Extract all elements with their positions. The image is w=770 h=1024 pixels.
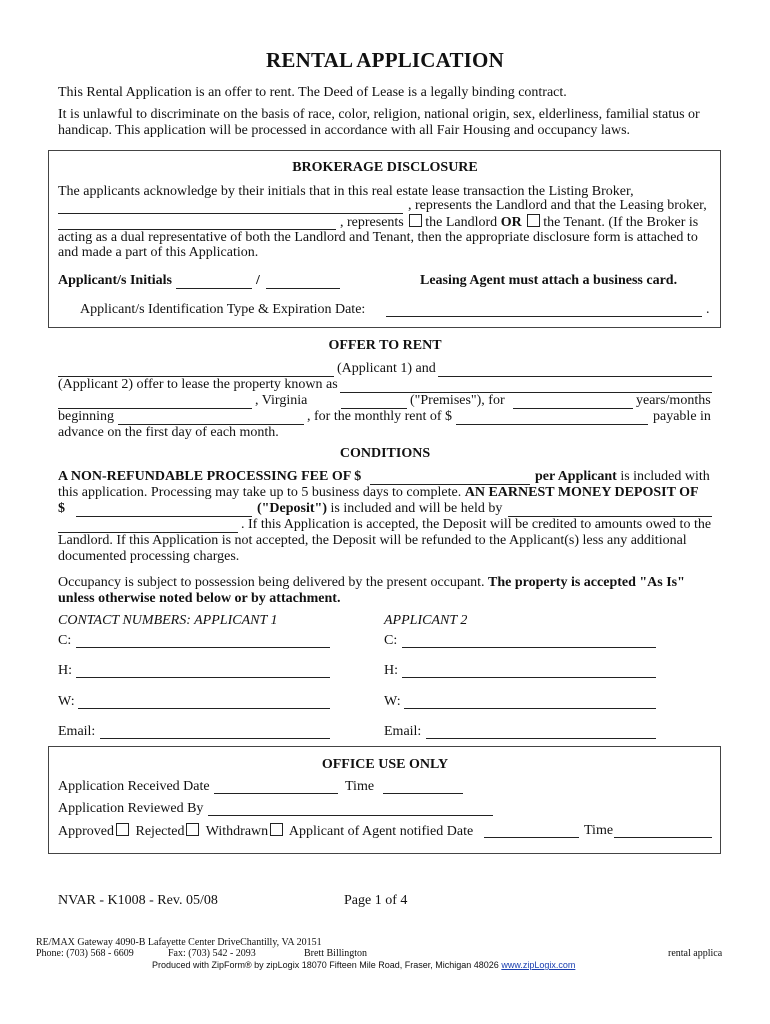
company-fax: Fax: (703) 542 - 2093: [168, 948, 256, 959]
applicant-1-cell-field[interactable]: [76, 647, 330, 648]
conditions-line-6: documented processing charges.: [58, 549, 240, 564]
company-phone: Phone: (703) 568 - 6609: [36, 948, 134, 959]
tenant-checkbox[interactable]: [527, 214, 540, 227]
applicant-2-email-label: Email:: [384, 724, 422, 739]
occupancy-text: Occupancy is subject to possession being delivered by the present occupant.: [58, 575, 485, 590]
conditions-heading: CONDITIONS: [339, 446, 431, 461]
received-time-label: Time: [345, 779, 375, 794]
ziplogix-link[interactable]: www.zipLogix.com: [501, 960, 576, 970]
applicant-1-work-label: W:: [58, 694, 75, 709]
contact-applicant-1-heading: CONTACT NUMBERS: APPLICANT 1: [58, 613, 278, 628]
notified-time-label: Time: [584, 823, 614, 838]
produced-with-line: [152, 959, 575, 971]
processing-time-text: this application. Processing may take up to 5 business days to complete.: [58, 485, 462, 500]
occupancy-line: [58, 575, 685, 591]
brokerage-line-1: The applicants acknowledge by their initials that in this real estate lease transaction the Listing Broker,: [58, 184, 634, 199]
offer-heading: OFFER TO RENT: [328, 338, 442, 353]
intro-line-2: It is unlawful to discriminate on the basis of race, color, religion, national origin, sex, elderliness, familial status or: [58, 107, 700, 122]
office-use-heading: OFFICE USE ONLY: [321, 757, 449, 772]
applicant-1-email-field[interactable]: [100, 738, 330, 739]
term-field[interactable]: [513, 408, 633, 409]
applicant-2-work-field[interactable]: [404, 708, 656, 709]
page-number: Page 1 of 4: [344, 893, 408, 908]
agent-name: Brett Billington: [304, 948, 368, 959]
received-date-label: Application Received Date: [58, 779, 210, 794]
rejected-checkbox[interactable]: [186, 823, 199, 836]
approved-checkbox[interactable]: [116, 823, 129, 836]
agent-business-card-note: Leasing Agent must attach a business card.: [420, 273, 678, 288]
processing-time-line: [58, 485, 699, 501]
applicant-1-email-label: Email:: [58, 724, 96, 739]
reviewed-by-label: Application Reviewed By: [58, 801, 204, 816]
brokerage-heading: BROKERAGE DISCLOSURE: [292, 160, 478, 175]
applicant-2-home-field[interactable]: [402, 677, 656, 678]
beginning-label: beginning: [58, 409, 114, 424]
per-applicant-line: [535, 469, 710, 485]
received-time-field[interactable]: [383, 793, 463, 794]
notified-time-field[interactable]: [614, 837, 712, 838]
applicant-initials-label: Applicant/s Initials: [58, 273, 172, 288]
deposit-held-line: [257, 501, 502, 517]
as-is-text: The property is accepted "As Is": [488, 575, 685, 590]
conditions-line-5: Landlord. If this Application is not accepted, the Deposit will be refunded to the Applicant(s) less any additional: [58, 533, 687, 548]
intro-line-3: handicap. This application will be processed in accordance with all Fair Housing and occupancy laws.: [58, 123, 631, 138]
included-with-label: is included with: [620, 469, 710, 484]
applicant-2-field[interactable]: [438, 376, 712, 377]
monthly-rent-field[interactable]: [456, 424, 648, 425]
received-date-field[interactable]: [214, 793, 338, 794]
years-months-label: years/months: [636, 393, 711, 408]
withdrawn-checkbox[interactable]: [270, 823, 283, 836]
per-applicant-label: per Applicant: [535, 469, 617, 484]
approved-label: Approved: [58, 824, 114, 839]
page-title: RENTAL APPLICATION: [266, 48, 504, 72]
monthly-rent-label: , for the monthly rent of $: [307, 409, 453, 424]
identification-label: Applicant/s Identification Type & Expiration Date:: [80, 302, 366, 317]
office-status-row: [58, 823, 473, 840]
held-by-label: is included and will be held by: [330, 501, 503, 516]
brokerage-line-2: , represents the Landlord and that the Leasing broker,: [408, 198, 707, 213]
applicant-1-home-label: H:: [58, 663, 72, 678]
processing-fee-label: A NON-REFUNDABLE PROCESSING FEE OF $: [58, 469, 362, 484]
applicant-2-home-label: H:: [384, 663, 398, 678]
brokerage-line-3: [340, 214, 698, 231]
applicant-2-email-field[interactable]: [426, 738, 656, 739]
brokerage-line-5: and made a part of this Application.: [58, 245, 259, 260]
represents-text: , represents: [340, 215, 404, 230]
initials-field-2[interactable]: [266, 288, 340, 289]
advance-label: advance on the first day of each month.: [58, 425, 279, 440]
premises-label: ("Premises"), for: [410, 393, 505, 408]
applicant-2-label: (Applicant 2) offer to lease the property known as: [58, 377, 338, 392]
applicant-1-cell-label: C:: [58, 633, 72, 648]
applicant-2-cell-field[interactable]: [402, 647, 656, 648]
notified-date-label: Applicant of Agent notified Date: [288, 824, 474, 839]
applicant-1-label: (Applicant 1) and: [337, 361, 436, 376]
initials-slash: /: [256, 273, 260, 288]
produced-with-text: Produced with ZipForm® by zipLogix 18070 Fifteen Mile Road, Fraser, Michigan 48026: [152, 960, 499, 970]
identification-period: .: [706, 302, 710, 317]
unless-noted-text: unless otherwise noted below or by attachment.: [58, 591, 341, 606]
earnest-deposit-label: AN EARNEST MONEY DEPOSIT OF: [464, 485, 699, 500]
form-id: NVAR - K1008 - Rev. 05/08: [58, 893, 218, 908]
company-address: RE/MAX Gateway 4090-B Lafayette Center DriveChantilly, VA 20151: [36, 937, 322, 948]
identification-field[interactable]: [386, 316, 702, 317]
landlord-label: the Landlord: [425, 215, 498, 230]
applicant-1-work-field[interactable]: [78, 708, 330, 709]
intro-line-1: This Rental Application is an offer to rent. The Deed of Lease is a legally binding contract.: [58, 85, 567, 100]
deposit-label: ("Deposit"): [257, 501, 327, 516]
payable-in-label: payable in: [653, 409, 711, 424]
tenant-label: the Tenant. (If the Broker is: [543, 215, 699, 230]
conditions-line-4: . If this Application is accepted, the Deposit will be credited to amounts owed to the: [241, 517, 712, 532]
landlord-checkbox[interactable]: [409, 214, 422, 227]
applicant-2-work-label: W:: [384, 694, 401, 709]
deposit-amount-field[interactable]: [76, 516, 252, 517]
applicant-2-cell-label: C:: [384, 633, 398, 648]
contact-applicant-2-heading: APPLICANT 2: [384, 613, 468, 628]
reviewed-by-field[interactable]: [208, 815, 493, 816]
or-label: OR: [500, 215, 522, 230]
withdrawn-label: Withdrawn: [205, 824, 269, 839]
notified-date-field[interactable]: [484, 837, 579, 838]
file-name: rental applica: [668, 948, 723, 959]
deposit-dollar-sign: $: [58, 501, 65, 516]
initials-field-1[interactable]: [176, 288, 252, 289]
brokerage-line-4: acting as a dual representative of both the Landlord and Tenant, then the appropriate disclosure form is attached to: [58, 230, 698, 245]
virginia-label: , Virginia: [255, 393, 308, 408]
rejected-label: Rejected: [135, 824, 185, 839]
applicant-1-home-field[interactable]: [76, 677, 330, 678]
